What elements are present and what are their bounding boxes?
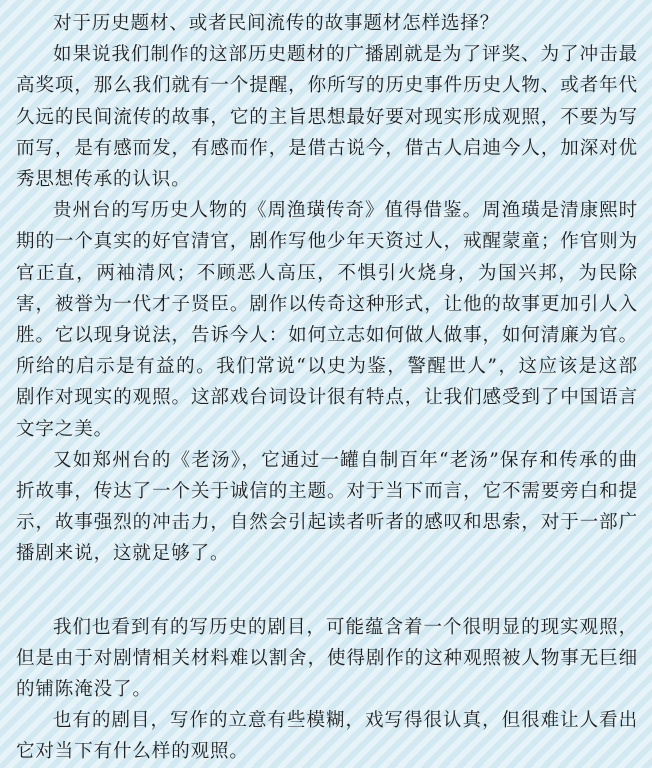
paragraph-zhengzhou-example: 又如郑州台的《老汤》，它通过一罐自制百年“老汤”保存和传承的曲折故事，传达了一个关于诚信的主题。对于当下而言，它不需要旁白和提示，故事强烈的冲击力，自然会引起读者听者的感叹和思索，对于一部广播剧来说，这就足够了。 (16, 449, 638, 565)
paragraph-gap (16, 570, 638, 612)
paragraph-guizhou-example: 贵州台的写历史人物的《周渔璜传奇》值得借鉴。周渔璜是清康熙时期的一个真实的好官清官，剧作写他少年天资过人，戒醒蒙童；作官则为官正直，两袖清风；不顾恶人高压，不惧引火烧身，为国兴邦，为民除害，被誉为一代才子贤臣。剧作以传奇这种形式，让他的故事更加引人入胜。它以现身说法，告诉今人：如何立志如何做人做事，如何清廉为官。所给的启示是有益的。我们常说“以史为鉴，警醒世人”，这应该是这部剧作对现实的观照。这部戏台词设计很有特点，让我们感受到了中国语言文字之美。 (16, 200, 638, 440)
paragraph-overloaded-material: 我们也看到有的写历史的剧目，可能蕴含着一个很明显的现实观照，但是由于对剧情相关材料难以割舍，使得剧作的这种观照被人物事无巨细的铺陈淹没了。 (16, 616, 638, 701)
paragraph-award-reminder: 如果说我们制作的这部历史题材的广播剧就是为了评奖、为了冲击最高奖项，那么我们就有一个提醒，你所写的历史事件历史人物、或者年代久远的民间流传的故事，它的主旨思想最好要对现实形成观照，不要为写而写，是有感而发，有感而作，是借古说今，借古人启迪今人，加深对优秀思想传承的认识。 (16, 44, 638, 191)
question-heading: 对于历史题材、或者民间流传的故事题材怎样选择？ (53, 13, 500, 34)
paragraph-vague-intent: 也有的剧目，写作的立意有些模糊，戏写得很认真，但很难让人看出它对当下有什么样的观照。 (16, 710, 638, 763)
